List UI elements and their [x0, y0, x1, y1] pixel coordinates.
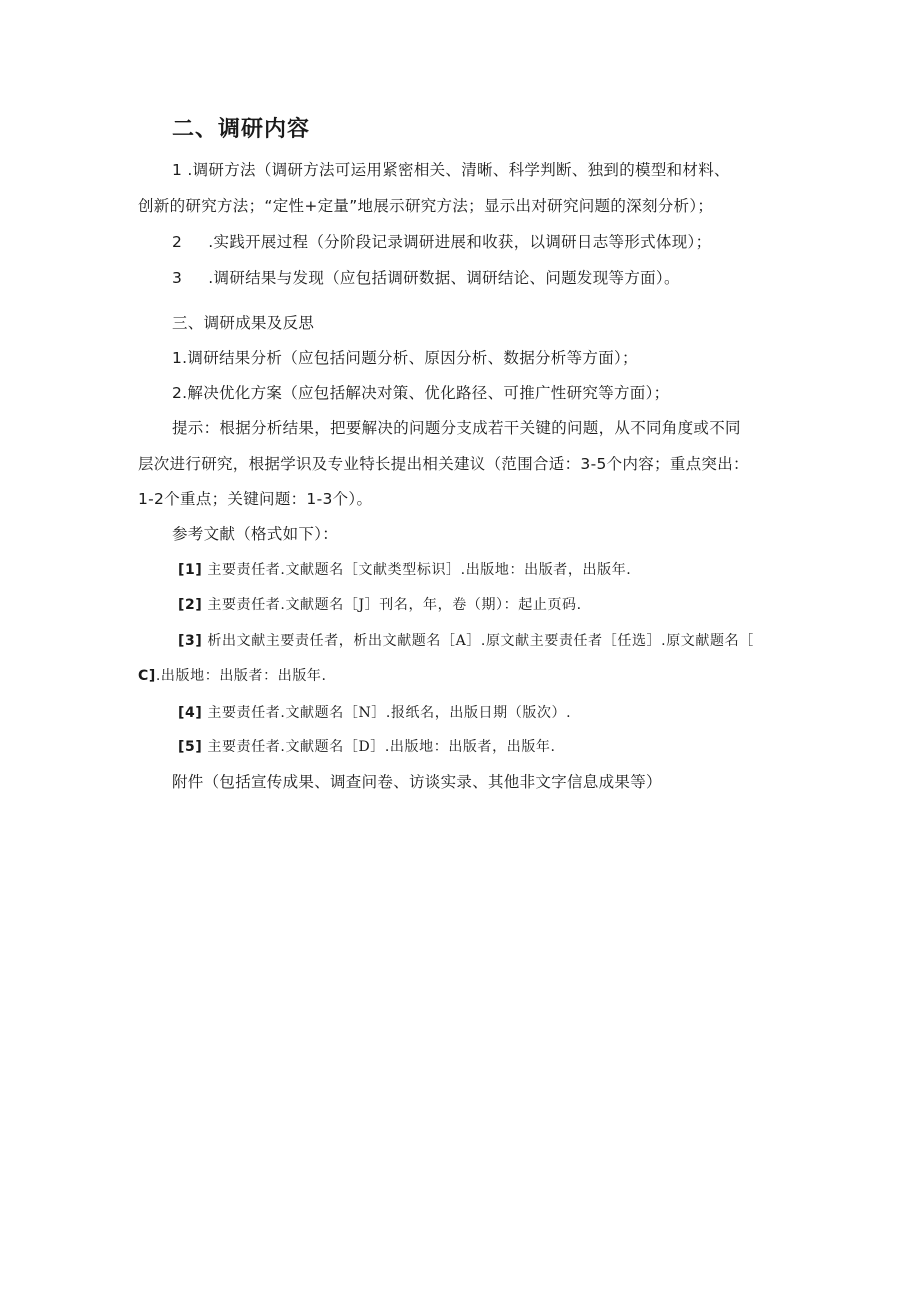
section2-item1-line1: 1 .调研方法（调研方法可运用紧密相关、清晰、科学判断、独到的模型和材料、 — [172, 161, 730, 179]
tip-line1: 提示：根据分析结果，把要解决的问题分支成若干关键的问题，从不同角度或不同 — [172, 419, 741, 437]
tip-line3: 1-2个重点；关键问题：1-3个）。 — [138, 490, 373, 508]
section2-item2: 2 .实践开展过程（分阶段记录调研进展和收获，以调研日志等形式体现）； — [172, 233, 712, 251]
tip-line2: 层次进行研究，根据学识及专业特长提出相关建议（范围合适：3-5个内容；重点突出： — [138, 455, 749, 473]
reference-tag: [5] — [178, 739, 203, 755]
reference-text: 主要责任者.文献题名［D］.出版地：出版者，出版年. — [202, 739, 556, 755]
reference-tag: [2] — [178, 597, 203, 613]
reference-4 — [178, 703, 571, 723]
reference-text: 主要责任者.文献题名［文献类型标识］.出版地：出版者，出版年. — [202, 562, 632, 578]
reference-text: 主要责任者.文献题名［J］刊名，年，卷（期）：起止页码. — [202, 597, 582, 613]
attachment-note: 附件（包括宣传成果、调查问卷、访谈实录、其他非文字信息成果等） — [172, 773, 662, 791]
reference-text: 析出文献主要责任者，析出文献题名［A］.原文献主要责任者［任选］.原文献题名［ — [202, 633, 754, 649]
reference-tag: [3] — [178, 633, 203, 649]
reference-tag: [4] — [178, 705, 203, 721]
reference-3 — [178, 631, 754, 651]
references-title: 参考文献（格式如下）： — [172, 525, 339, 543]
reference-1 — [178, 560, 631, 580]
reference-tag: [1] — [178, 562, 203, 578]
reference-tag: C] — [138, 668, 156, 684]
section2-heading: 二、调研内容 — [172, 117, 311, 142]
reference-3-continuation — [138, 666, 327, 686]
reference-2 — [178, 595, 582, 615]
section2-item3: 3 .调研结果与发现（应包括调研数据、调研结论、问题发现等方面）。 — [172, 269, 680, 287]
section2-item1-line2: 创新的研究方法；“定性+定量”地展示研究方法；显示出对研究问题的深刻分析）； — [138, 197, 714, 215]
reference-5 — [178, 737, 556, 757]
section3-item1: 1.调研结果分析（应包括问题分析、原因分析、数据分析等方面）； — [172, 349, 638, 367]
reference-text: .出版地：出版者：出版年. — [155, 668, 327, 684]
reference-text: 主要责任者.文献题名［N］.报纸名，出版日期（版次）. — [202, 705, 572, 721]
section3-item2: 2.解决优化方案（应包括解决对策、优化路径、可推广性研究等方面）； — [172, 384, 670, 402]
section3-heading: 三、调研成果及反思 — [172, 314, 315, 332]
